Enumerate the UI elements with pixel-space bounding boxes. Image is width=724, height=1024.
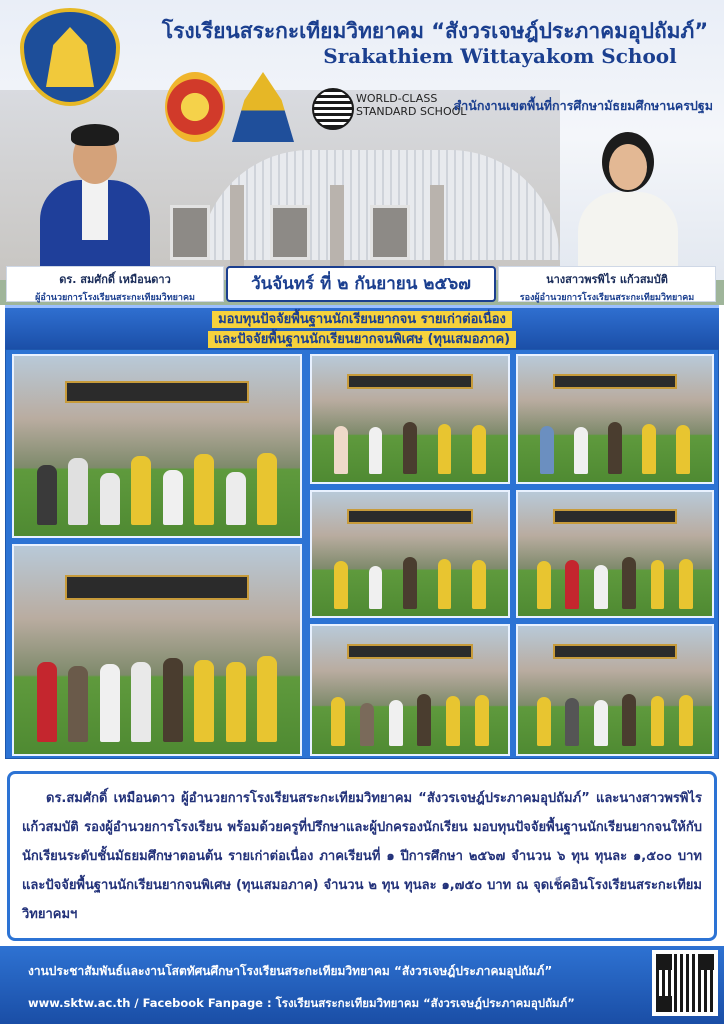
white-uniform — [578, 192, 678, 270]
people-group — [324, 549, 497, 609]
event-photo — [516, 490, 714, 618]
director-name: ดร. สมศักดิ์ เหมือนดาว — [59, 273, 171, 286]
description-text: ดร.สมศักดิ์ เหมือนดาว ผู้อำนวยการโรงเรียนสระกะเทียมวิทยาคม “สังวรเจษฎ์ประภาคมอุปถัมภ์” และนางสาวพรพิไร แก้วสมบัติ รองผู้อำนวยการโรงเรียน พร้อมด้วยครูที่ปรึกษาและผู้ปกครองนักเรียน มอบทุนปัจจัยพื้นฐานนักเรียนยากจนให้กับนักเรียนระดับชั้นมัธยมศึกษาตอนต้น รายเก่าต่อเนื่อง ภาคเรียนที่ ๑ ปีการศึกษา ๒๕๖๗ จำนวน ๖ ทุน ทุนละ ๑,๕๐๐ บาท และปัจจัยพื้นฐานนักเรียนยากจนพิเศษ (ทุนเสมอภาค) จำนวน ๒ ทุน ทุนละ ๑,๗๕๐ บาท ณ จุดเช็คอินโรงเรียนสระกะเทียมวิทยาคมฯ — [22, 791, 702, 922]
building-window — [270, 205, 310, 260]
header — [0, 0, 724, 305]
event-photo — [310, 624, 510, 756]
world-class-globe-icon — [312, 88, 354, 130]
qr-code-icon — [656, 954, 714, 1012]
obec-logo — [165, 72, 225, 142]
deputy-caption — [498, 266, 716, 302]
event-photo — [12, 354, 302, 538]
description-box — [7, 771, 717, 941]
event-photo — [516, 354, 714, 484]
school-sign — [347, 644, 472, 659]
school-sign — [553, 374, 677, 389]
event-photo — [516, 624, 714, 756]
deputy-name: นางสาวพรพิไร แก้วสมบัติ — [546, 273, 668, 286]
school-sign — [65, 575, 248, 600]
event-photo — [12, 544, 302, 756]
footer-website-link[interactable]: www.sktw.ac.th / Facebook Fanpage : โรงเรียนสระกะเทียมวิทยาคม “สังวรเจษฎ์ประภาคมอุปถัมภ์” — [28, 996, 575, 1010]
qr-code[interactable] — [652, 950, 718, 1016]
director-caption — [6, 266, 224, 302]
face — [609, 144, 647, 190]
people-group — [324, 414, 497, 474]
school-sign — [553, 509, 677, 524]
event-date: วันจันทร์ ที่ ๒ กันยายน ๒๕๖๗ — [226, 266, 496, 302]
school-sign — [65, 381, 248, 403]
banner-title-line2: และปัจจัยพื้นฐานนักเรียนยากจนพิเศษ (ทุนเสมอภาค) — [208, 331, 516, 348]
director-photo — [40, 118, 150, 268]
school-sign — [553, 644, 677, 659]
people-group — [324, 685, 497, 746]
wcs-line2: STANDARD SCHOOL — [356, 105, 467, 118]
education-office: สำนักงานเขตพื้นที่การศึกษามัธยมศึกษานครปฐม — [453, 98, 713, 113]
people-group — [31, 439, 283, 525]
event-photo — [310, 354, 510, 484]
director-position: ผู้อำนวยการโรงเรียนสระกะเทียมวิทยาคม — [35, 293, 195, 303]
photo-gallery — [5, 349, 719, 759]
school-sign — [347, 374, 472, 389]
school-name-english: Srakathiem Wittayakom School — [323, 44, 677, 68]
people-group — [530, 549, 701, 609]
shirt — [82, 180, 108, 240]
pagoda-icon — [46, 27, 94, 87]
people-group — [530, 414, 701, 474]
people-group — [530, 685, 701, 746]
building-window — [170, 205, 210, 260]
people-group — [31, 642, 283, 742]
footer-department: งานประชาสัมพันธ์และงานโสตทัศนศึกษาโรงเรียนสระกะเทียมวิทยาคม “สังวรเจษฎ์ประภาคมอุปถัมภ์” — [28, 964, 553, 978]
deputy-position: รองผู้อำนวยการโรงเรียนสระกะเทียมวิทยาคม — [519, 293, 695, 303]
school-name-thai: โรงเรียนสระกะเทียมวิทยาคม “สังวรเจษฎ์ประภาคมอุปถัมภ์” — [161, 19, 709, 43]
wcs-line1: WORLD-CLASS — [356, 92, 438, 105]
event-photo — [310, 490, 510, 618]
deputy-photo — [578, 130, 678, 268]
building-window — [370, 205, 410, 260]
hair — [71, 124, 119, 146]
school-sign — [347, 509, 472, 524]
footer — [0, 946, 724, 1024]
title-banner — [5, 305, 719, 349]
banner-title-line1: มอบทุนปัจจัยพื้นฐานนักเรียนยากจน รายเก่าต่อเนื่อง — [212, 311, 512, 328]
